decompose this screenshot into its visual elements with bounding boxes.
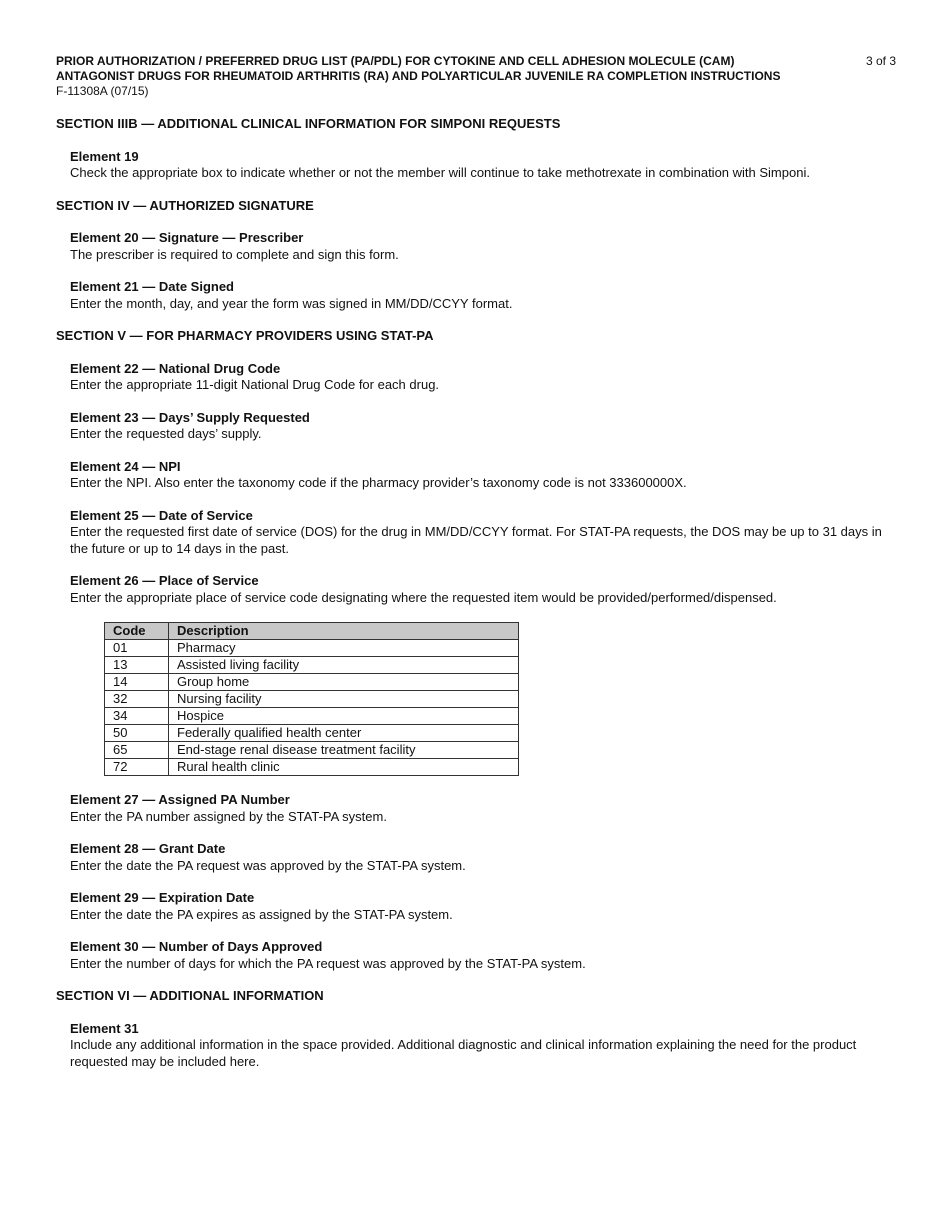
code-cell: 13 (105, 657, 169, 674)
element-text: Enter the requested first date of service (DOS) for the drug in MM/DD/CCYY format. For STAT-PA requests, the DOS may be up to 31 days in the future or up to 14 days in the past. (70, 524, 882, 556)
element-text: Check the appropriate box to indicate whether or not the member will continue to take methotrexate in combination with Simponi. (70, 165, 810, 180)
code-cell: 34 (105, 708, 169, 725)
element-title: Element 22 — National Drug Code (70, 360, 281, 376)
element-text: Enter the PA number assigned by the STAT-PA system. (70, 808, 387, 824)
document-page (56, 54, 896, 1070)
code-cell: 14 (105, 674, 169, 691)
element-text: Enter the date the PA expires as assigned by the STAT-PA system. (70, 906, 453, 922)
element-text: Enter the requested days’ supply. (70, 426, 262, 441)
element-title: Element 27 — Assigned PA Number (70, 792, 290, 807)
element-block (70, 410, 896, 443)
description-cell: Group home (169, 674, 519, 691)
form-title-line-1: PRIOR AUTHORIZATION / PREFERRED DRUG LIST (PA/PDL) FOR CYTOKINE AND CELL ADHESION MOLECULE (CAM) (56, 54, 735, 68)
section-heading: SECTION V — FOR PHARMACY PROVIDERS USING STAT-PA (56, 328, 434, 343)
element-block (70, 508, 896, 558)
table-row (105, 725, 519, 742)
page-number: 3 of 3 (865, 54, 896, 68)
element-title: Element 30 — Number of Days Approved (70, 939, 323, 954)
section-heading: SECTION IV — AUTHORIZED SIGNATURE (56, 197, 314, 213)
description-cell: Nursing facility (169, 691, 519, 708)
element-text: The prescriber is required to complete and sign this form. (70, 246, 399, 262)
element-title: Element 21 — Date Signed (70, 279, 234, 294)
element-block (70, 361, 896, 394)
element-text: Enter the appropriate 11-digit National Drug Code for each drug. (70, 377, 440, 392)
place-of-service-table (104, 622, 519, 776)
description-cell: Rural health clinic (169, 759, 519, 776)
table-row (105, 640, 519, 657)
element-block (70, 1021, 896, 1071)
element-text: Enter the appropriate place of service code designating where the requested item would be provided/performed/dispensed. (70, 589, 777, 605)
element-text: Enter the number of days for which the PA request was approved by the STAT-PA system. (70, 955, 586, 971)
table-row (105, 742, 519, 759)
code-cell: 32 (105, 691, 169, 708)
table-row (105, 759, 519, 776)
column-header-code: Code (105, 623, 169, 640)
element-block (70, 792, 896, 825)
code-cell: 01 (105, 640, 169, 657)
table-row (105, 674, 519, 691)
form-number: F-11308A (07/15) (56, 84, 149, 98)
description-cell: Federally qualified health center (169, 725, 519, 742)
element-title: Element 28 — Grant Date (70, 841, 226, 856)
table-row (105, 657, 519, 674)
form-title-line-2: ANTAGONIST DRUGS FOR RHEUMATOID ARTHRITIS (RA) AND POLYARTICULAR JUVENILE RA COMPLETION INSTRUCTIONS (56, 69, 781, 83)
element-title: Element 31 (70, 1020, 139, 1036)
description-cell: Assisted living facility (169, 657, 519, 674)
element-block (70, 890, 896, 923)
column-header-description: Description (169, 623, 519, 640)
table-row (105, 708, 519, 725)
element-text: Enter the NPI. Also enter the taxonomy code if the pharmacy provider’s taxonomy code is not 333600000X. (70, 475, 687, 490)
description-cell: Hospice (169, 708, 519, 725)
description-cell: End-stage renal disease treatment facility (169, 742, 519, 759)
element-title: Element 24 — NPI (70, 458, 181, 474)
table-header-row (105, 623, 519, 640)
element-title: Element 29 — Expiration Date (70, 890, 255, 905)
element-block (70, 841, 896, 874)
element-title: Element 20 — Signature — Prescriber (70, 230, 304, 245)
table-row (105, 691, 519, 708)
element-text: Enter the month, day, and year the form was signed in MM/DD/CCYY format. (70, 295, 513, 311)
element-text: Include any additional information in the space provided. Additional diagnostic and clinical information explaining the need for the product requested may be included here. (70, 1037, 857, 1069)
description-cell: Pharmacy (169, 640, 519, 657)
element-block (70, 279, 896, 312)
element-block (70, 939, 896, 972)
code-cell: 72 (105, 759, 169, 776)
element-text: Enter the date the PA request was approved by the STAT-PA system. (70, 857, 466, 873)
element-block (70, 459, 896, 492)
section-heading: SECTION IIIB — ADDITIONAL CLINICAL INFORMATION FOR SIMPONI REQUESTS (56, 116, 561, 131)
element-title: Element 19 (70, 148, 139, 164)
element-title: Element 26 — Place of Service (70, 573, 259, 588)
code-cell: 65 (105, 742, 169, 759)
element-title: Element 25 — Date of Service (70, 507, 253, 523)
element-block (70, 573, 896, 606)
section-heading: SECTION VI — ADDITIONAL INFORMATION (56, 988, 324, 1003)
element-block (70, 230, 896, 263)
code-cell: 50 (105, 725, 169, 742)
element-title: Element 23 — Days’ Supply Requested (70, 409, 310, 425)
element-block (70, 149, 896, 182)
